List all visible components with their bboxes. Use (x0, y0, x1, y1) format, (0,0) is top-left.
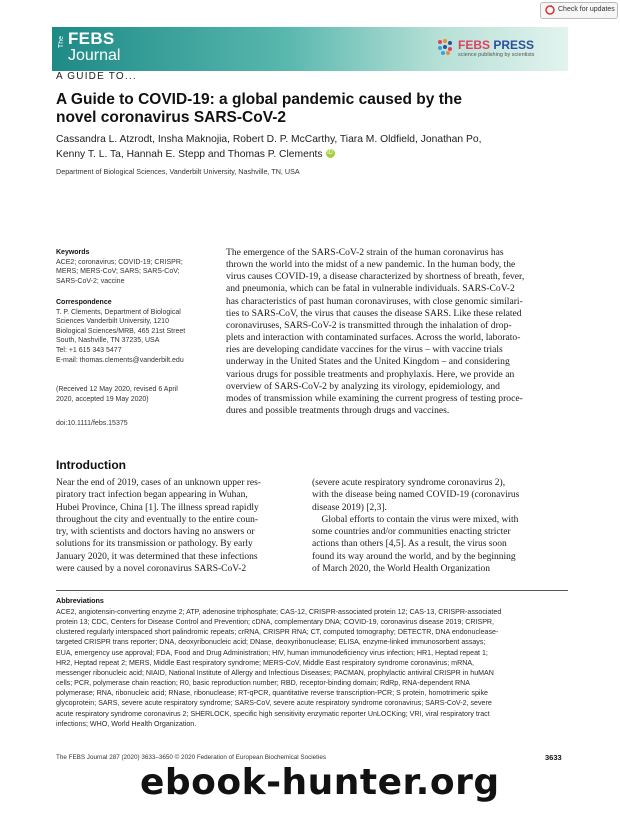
introduction-left-column (56, 477, 306, 575)
section-label: A GUIDE TO... (56, 71, 137, 82)
abstract-line: plets and interaction with contaminated surfaces. Across the world, laborato- (226, 332, 521, 344)
body-line: try, with scientists and doctors having no answers or (56, 527, 255, 538)
body-line: January 2020, it was determined that these infections (56, 551, 258, 562)
received-dates (56, 385, 204, 404)
received-line: 2020, accepted 19 May 2020) (56, 395, 149, 403)
abbreviation-line: polymerase; RNA, ribonucleic acid; RNase, ribonuclease; RT-qPCR, quantitative reverse transcription-PCR; S protein, homotrimeric spike (56, 689, 488, 698)
abstract-line: various drugs for possible treatments and prophylaxis. Here, we provide an (226, 368, 515, 380)
abbreviation-line: ACE2, angiotensin-converting enzyme 2; ATP, adenosine triphosphate; CAS-12, CRISPR-associated protein 12; CAS-13, CRISPR-associated (56, 608, 502, 616)
check-for-updates-button[interactable] (540, 2, 618, 19)
affiliation: Department of Biological Sciences, Vanderbilt University, Nashville, TN, USA (56, 167, 300, 176)
body-line: of March 2020, the World Health Organization (312, 564, 491, 575)
press-tagline: science publishing by scientists (458, 52, 535, 58)
abstract-line: has characteristics of past human coronaviruses, with close genomic similari- (226, 295, 523, 307)
journal-citation-footer: The FEBS Journal 287 (2020) 3633–3650 © 2020 Federation of European Biochemical Societies (56, 754, 326, 761)
watermark-text: ebook-hunter.org (140, 762, 500, 803)
abstract-line: The emergence of the SARS-CoV-2 strain of the human coronavirus has (226, 247, 504, 258)
correspondence-line: Tel: +1 615 343 5477 (56, 346, 122, 354)
abstract-line: and pneumonia, which can be fatal in vulnerable individuals. SARS-CoV-2 (226, 283, 515, 295)
abbreviation-line: protein 13; CDC, Centers for Disease Control and Prevention; cDNA, complementary DNA; COVID-19, coronavirus disease 2019; CRISPR, (56, 618, 495, 627)
refresh-icon (545, 5, 555, 15)
abstract-line: ties to SARS-CoV, the virus that causes the disease SARS. Like these related (226, 307, 522, 319)
body-line: piratory tract infection began appearing in Wuhan, (56, 490, 248, 501)
keywords-heading: Keywords (56, 249, 90, 256)
body-line: were caused by a novel coronavirus SARS-CoV-2 (56, 564, 247, 575)
abstract (226, 247, 566, 417)
title-line-2: novel coronavirus SARS-CoV-2 (56, 109, 286, 126)
body-line: throughout the city and eventually to the entire coun- (56, 514, 259, 525)
body-line: Global efforts to contain the virus were mixed, with (312, 514, 519, 525)
correspondence-line: T. P. Clements, Department of Biological (56, 308, 181, 316)
body-line: disease 2019) [2,3]. (312, 502, 387, 513)
press-name-press: PRESS (493, 38, 535, 52)
abbreviations-list (56, 607, 568, 729)
title-line-1: A Guide to COVID-19: a global pandemic caused by the (56, 91, 462, 108)
introduction-heading: Introduction (56, 458, 126, 472)
abstract-line: dures and possible treatments through drugs and vaccines. (226, 405, 450, 417)
body-line: Hubei Province, China [1]. The illness spread rapidly (56, 502, 259, 513)
correspondence-email[interactable]: E-mail: thomas.clements@vanderbilt.edu (56, 356, 184, 364)
correspondence-line: Sciences Vanderbilt University, 1210 (56, 318, 169, 326)
article-title (56, 91, 556, 127)
received-line: (Received 12 May 2020, revised 6 April (56, 386, 178, 393)
author-list (56, 133, 576, 162)
abstract-line: thrown the world into the midst of a new pandemic. In the human body, the (226, 259, 516, 271)
abbreviations-heading: Abbreviations (56, 596, 104, 605)
keywords-line: MERS; MERS-CoV; SARS; SARS-CoV; (56, 268, 180, 276)
body-line: some countries and/or communities enacting stricter (312, 527, 511, 538)
correspondence-block (56, 298, 204, 365)
abbreviation-line: EUA, emergency use approval; FDA, Food and Drug Administration; HIV, human immunodeficiency virus infection; HR1, Heptad repeat 1; (56, 648, 488, 657)
body-line: Near the end of 2019, cases of an unknown upper res- (56, 478, 261, 488)
body-line: (severe acute respiratory syndrome coronavirus 2), (312, 478, 506, 488)
keywords-line: SARS-CoV-2; vaccine (56, 277, 125, 285)
journal-logo-febs: FEBS (68, 29, 115, 48)
keywords-block (56, 248, 204, 286)
journal-logo-the: The (58, 36, 65, 49)
check-for-updates-label: Check for updates (558, 6, 615, 13)
abbreviation-line: glycoprotein; SARS, severe acute respiratory syndrome; SARS-CoV, severe acute respiratory syndrome coronavirus; SARS-CoV-2, severe (56, 699, 492, 708)
orcid-icon[interactable]: iD (327, 150, 333, 157)
abstract-line: ries are developing candidate vaccines for the virus – with vaccine trials (226, 344, 503, 356)
abstract-line: underway in the United States and the United Kingdom – and considering (226, 356, 510, 368)
correspondence-line: South, Nashville, TN 37235, USA (56, 337, 160, 345)
authors-line-2: Kenny T. L. Ta, Hannah E. Stepp and Thomas P. Clements (56, 148, 323, 160)
correspondence-line: Biological Sciences/MRB, 465 21st Street (56, 327, 186, 335)
abstract-line: virus causes COVID-19, a disease characterized by shortness of breath, fever, (226, 271, 525, 283)
press-name-febs: FEBS (458, 38, 491, 52)
abstract-line: modes of transmission while examining the current progress of testing proce- (226, 392, 523, 404)
doi[interactable]: doi:10.1111/febs.15375 (56, 420, 128, 427)
abstract-line: overview of SARS-CoV-2 by analyzing its virology, epidemiology, and (226, 380, 500, 392)
abbreviation-line: HR2, Heptad repeat 2; MERS, Middle East respiratory syndrome; MERS-CoV, Middle East respiratory syndrome coronavirus; mRNA, (56, 658, 475, 667)
correspondence-heading: Correspondence (56, 299, 112, 306)
body-line: actions than others [4,5]. As a result, the virus soon (312, 539, 507, 550)
abbreviation-line: acute respiratory syndrome coronavirus 2; SHERLOCK, specific high sensitivity enzymatic reporter UnLOCKing; VRI, viral respiratory tract (56, 709, 490, 718)
abbreviation-line: messenger ribonucleic acid; NIAID, National Institute of Allergy and Infectious Diseases; PACMAN, prophylactic antiviral CRISPR in huMAN (56, 668, 494, 677)
abbreviation-line: infections; WHO, World Health Organization. (56, 719, 197, 728)
abbreviation-line: targeted CRISPR trans reporter; DNA, deoxyribonucleic acid; DNase, deoxyribonuclease; ELISA, enzyme-linked immunosorbent assays; (56, 638, 486, 647)
abbreviations-divider (56, 590, 568, 591)
body-line: solutions for its transmission or pathology. By early (56, 539, 253, 550)
authors-line-1: Cassandra L. Atzrodt, Insha Maknojia, Robert D. P. McCarthy, Tiara M. Oldfield, Jonathan Po, (56, 134, 482, 145)
abbreviation-line: cells; PCR, polymerase chain reaction; R0, basic reproduction number; RBD, receptor-binding domain; RdRp, RNA-dependent RNA (56, 679, 470, 688)
keywords-line: ACE2; coronavirus; COVID-19; CRISPR; (56, 258, 183, 266)
abbreviation-line: clustered regularly interspaced short palindromic repeats; crRNA, CRISPR RNA; CT, computed tomography; DETECTR, DNA endonuclease- (56, 628, 499, 637)
body-line: found its way around the world, and by the beginning (312, 551, 516, 562)
introduction-right-column (312, 477, 562, 575)
journal-logo-journal: Journal (68, 47, 121, 64)
body-line: with the disease being named COVID-19 (coronavirus (312, 490, 520, 501)
page-number: 3633 (545, 753, 562, 762)
febs-press-dots-icon (436, 38, 454, 56)
abstract-line: coronaviruses, SARS-CoV-2 is transmitted through the inhalation of drop- (226, 319, 512, 331)
